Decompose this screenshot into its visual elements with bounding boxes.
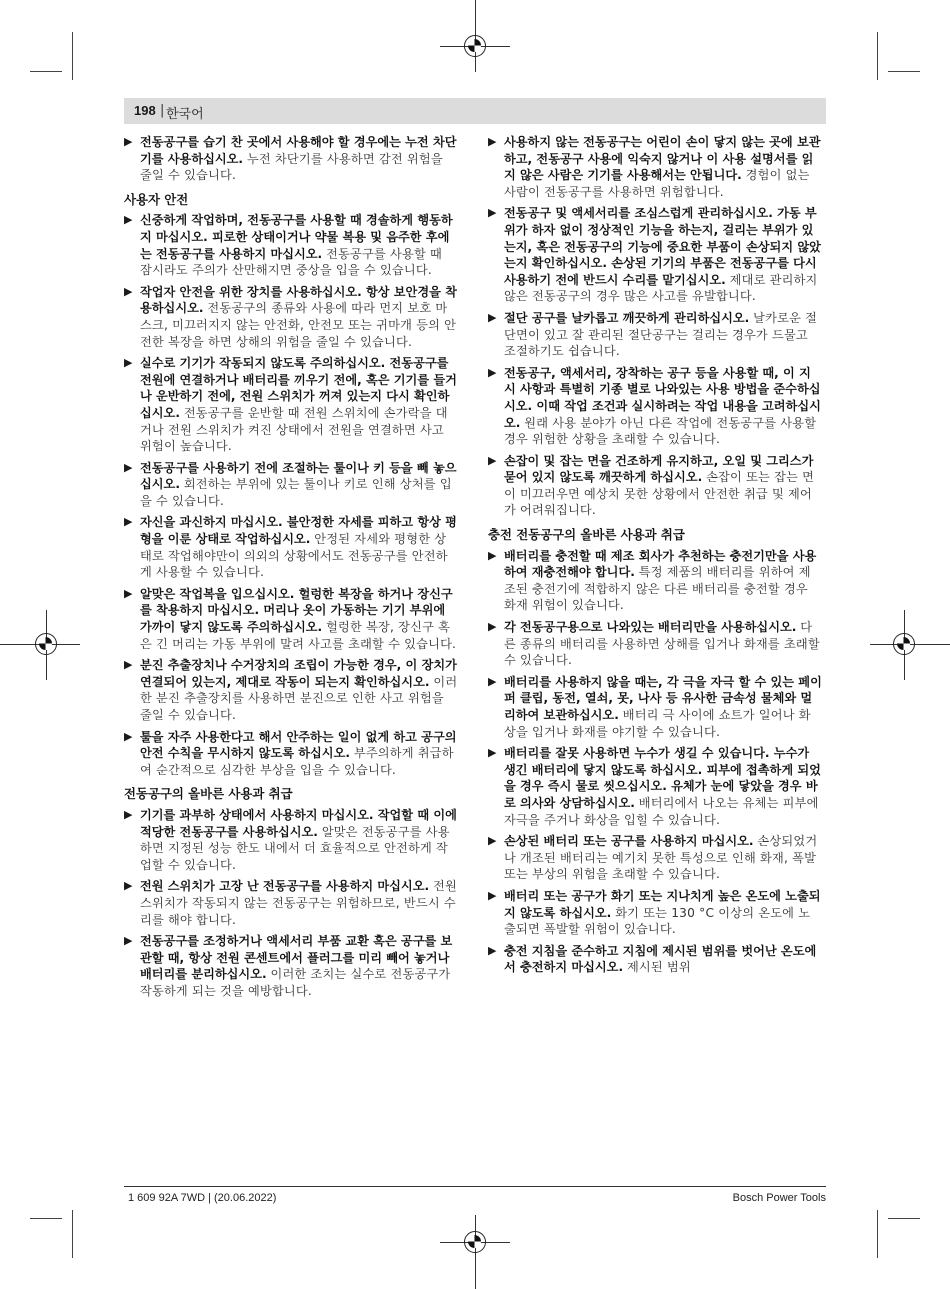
instruction-description-text: 전동공구의 종류와 사용에 따라 먼지 보호 마스크, 미끄러지지 않는 안전화, 안전모 또는 귀마개 등의 안전한 복장을 하면 상해의 위험을 줄일 수 있습니다. bbox=[140, 301, 457, 349]
instruction-bold-text: 배터리를 충전할 때 제조 회사가 추천하는 충전기만을 사용하여 재충전해야 합니다. bbox=[504, 548, 817, 580]
instruction-bold-text: 실수로 기기가 작동되지 않도록 주의하십시오. 전동공구를 전원에 연결하거나 배터리를 끼우기 전에, 혹은 기기를 들거나 운반하기 전에, 전원 스위치가 꺼져 있는지 다시 확인하십시오. bbox=[140, 356, 457, 420]
instruction-bold-text: 배터리 또는 공구가 화기 또는 지나치게 높은 온도에 노출되지 않도록 하십시오. bbox=[504, 888, 821, 920]
safety-instruction-item bbox=[488, 674, 822, 740]
safety-instruction-item bbox=[124, 729, 458, 779]
instruction-bold-text: 툴을 자주 사용한다고 해서 안주하는 일이 없게 하고 공구의 안전 수칙을 무시하지 않도록 하십시오. bbox=[140, 729, 457, 761]
instruction-bold-text: 전동공구 및 액세서리를 조심스럽게 관리하십시오. 가동 부위가 하자 없이 정상적인 기능을 하는지, 걸리는 부위가 있는지, 혹은 전동공구의 기능에 중요한 부품이 손상되지 않았는지 확인하십시오. 손상된 기기의 부품은 전동공구를 다시 사용하기 전에 반드시 수리를 맡기십시오. bbox=[504, 206, 821, 287]
instruction-bold-text: 절단 공구를 날카롭고 깨끗하게 관리하십시오. bbox=[504, 310, 750, 325]
safety-instruction-item bbox=[488, 833, 822, 883]
bullet-arrow-icon: ▶ bbox=[124, 934, 133, 948]
instruction-bold-text: 전동공구를 습기 찬 곳에서 사용해야 할 경우에는 누전 차단기를 사용하십시오. bbox=[140, 135, 457, 166]
instruction-description-text: 배터리 극 사이에 쇼트가 일어나 화상을 입거나 화재를 야기할 수 있습니다. bbox=[504, 708, 811, 739]
header-language: 한국어 bbox=[166, 107, 204, 122]
crop-mark-bottom-left-v bbox=[72, 1210, 73, 1258]
instruction-description-text: 전동공구를 사용할 때 잠시라도 주의가 산만해지면 중상을 입을 수 있습니다. bbox=[140, 246, 442, 278]
instruction-description-text: 경험이 없는 사람이 전동공구를 사용하면 위험합니다. bbox=[504, 168, 810, 199]
bullet-arrow-icon: ▶ bbox=[488, 834, 497, 848]
bullet-arrow-icon: ▶ bbox=[488, 888, 497, 902]
safety-instruction-item bbox=[124, 933, 458, 999]
instruction-bold-text: 배터리를 사용하지 않을 때는, 각 극을 자극 할 수 있는 페이퍼 클립, 동전, 열쇠, 못, 나사 등 유사한 금속성 물체와 멀리하여 보관하십시오. bbox=[504, 674, 822, 722]
safety-instruction-item bbox=[488, 453, 822, 519]
safety-instruction-item bbox=[124, 355, 458, 455]
instruction-description-text: 제시된 범위 bbox=[626, 960, 691, 975]
instruction-description-text: 원래 사용 분야가 아닌 다른 작업에 전동공구를 사용할 경우 위험한 상황을 초래할 수 있습니다. bbox=[504, 415, 817, 447]
safety-instruction-item bbox=[488, 943, 822, 976]
bullet-arrow-icon: ▶ bbox=[124, 284, 133, 298]
right-column bbox=[488, 134, 822, 981]
bullet-arrow-icon: ▶ bbox=[124, 135, 133, 148]
crop-mark-top-left-h bbox=[30, 71, 62, 72]
instruction-description-text: 다른 종류의 배터리를 사용하면 상해를 입거나 화재를 초래할 수 있습니다. bbox=[504, 620, 820, 668]
instruction-bold-text: 전원 스위치가 고장 난 전동공구를 사용하지 마십시오. bbox=[140, 879, 430, 894]
instruction-bold-text: 전동공구를 사용하기 전에 조절하는 툴이나 키 등을 빼 놓으십시오. bbox=[140, 460, 457, 492]
instruction-description-text: 화기 또는 130 °C 이상의 온도에 노출되면 폭발할 위험이 있습니다. bbox=[504, 905, 811, 937]
safety-instruction-item bbox=[488, 310, 822, 360]
safety-instruction-item bbox=[488, 888, 822, 938]
instruction-bold-text: 신중하게 작업하며, 전동공구를 사용할 때 경솔하게 행동하지 마십시오. 피로한 상태이거나 약물 복용 및 음주한 후에는 전동공구를 사용하지 마십시오. bbox=[140, 213, 453, 261]
bullet-arrow-icon: ▶ bbox=[488, 135, 497, 148]
bullet-arrow-icon: ▶ bbox=[124, 879, 133, 893]
bullet-arrow-icon: ▶ bbox=[124, 213, 133, 227]
bullet-arrow-icon: ▶ bbox=[488, 206, 497, 220]
instruction-description-text: 부주의하게 취급하여 순간적으로 심각한 부상을 입을 수 있습니다. bbox=[140, 746, 454, 777]
instruction-description-text: 손잡이 또는 잡는 면이 미끄러우면 예상치 못한 상황에서 안전한 취급 및 제어가 어려워집니다. bbox=[504, 470, 815, 518]
instruction-description-text: 특정 제품의 배터리를 위하여 제조된 충전기에 적합하지 않은 다른 배터리를 충전할 경우 화재 위험이 있습니다. bbox=[504, 565, 811, 613]
crop-mark-bottom-right-v bbox=[877, 1210, 878, 1258]
instruction-description-text: 회전하는 부위에 있는 툴이나 키로 인해 상처를 입을 수 있습니다. bbox=[140, 477, 452, 508]
registration-target-bottom-icon bbox=[464, 1231, 486, 1253]
instruction-bold-text: 전동공구를 조정하거나 액세서리 부품 교환 혹은 공구를 보관할 때, 항상 전원 콘센트에서 플러그를 미리 빼어 놓거나 배터리를 분리하십시오. bbox=[140, 934, 453, 982]
instruction-description-text: 전원 스위치가 작동되지 않는 전동공구는 위험하므로, 반드시 수리를 해야 합니다. bbox=[140, 879, 457, 927]
instruction-description-text: 누전 차단기를 사용하면 감전 위험을 줄일 수 있습니다. bbox=[140, 151, 443, 183]
bullet-arrow-icon: ▶ bbox=[124, 729, 133, 743]
bullet-arrow-icon: ▶ bbox=[124, 515, 133, 529]
bullet-arrow-icon: ▶ bbox=[488, 943, 497, 957]
safety-instruction-item bbox=[488, 205, 822, 305]
safety-instruction-item bbox=[124, 134, 458, 184]
crop-mark-top-right-v bbox=[877, 32, 878, 80]
bullet-arrow-icon: ▶ bbox=[488, 548, 497, 562]
instruction-description-text: 헐렁한 복장, 장신구 혹은 긴 머리는 가동 부위에 말려 사고를 초래할 수 있습니다. bbox=[140, 620, 457, 651]
instruction-bold-text: 충전 지침을 준수하고 지침에 제시된 범위를 벗어난 온도에서 충전하지 마십시오. bbox=[504, 943, 817, 975]
header-separator: | bbox=[160, 103, 165, 118]
safety-instruction-item bbox=[124, 212, 458, 278]
instruction-description-text: 날카로운 절단면이 있고 잘 관리된 절단공구는 걸리는 경우가 드물고 조절하기도 쉽습니다. bbox=[504, 310, 818, 359]
footer-divider bbox=[124, 1186, 826, 1187]
instruction-description-text: 전동공구를 운반할 때 전원 스위치에 손가락을 대거나 전원 스위치가 켜진 상태에서 전원을 연결하면 사고 위험이 높습니다. bbox=[140, 405, 448, 454]
bullet-arrow-icon: ▶ bbox=[488, 453, 497, 467]
crop-mark-bottom-right-h bbox=[888, 1218, 920, 1219]
instruction-bold-text: 기기를 과부하 상태에서 사용하지 마십시오. 작업할 때 이에 적당한 전동공구를 사용하십시오. bbox=[140, 807, 457, 839]
safety-instruction-item bbox=[124, 586, 458, 652]
page-number: 198 bbox=[134, 103, 156, 118]
bullet-arrow-icon: ▶ bbox=[488, 746, 497, 760]
instruction-bold-text: 전동공구, 액세서리, 장착하는 공구 등을 사용할 때, 이 지시 사항과 특별히 기종 별로 나와있는 사용 방법을 준수하십시오. 이때 작업 조건과 실시하려는 작업 내용을 고려하십시오. bbox=[504, 365, 821, 430]
crop-mark-bottom-left-h bbox=[30, 1218, 62, 1219]
footer-document-id: 1 609 92A 7WD | (20.06.2022) bbox=[128, 1192, 277, 1204]
bullet-arrow-icon: ▶ bbox=[488, 674, 497, 688]
safety-instruction-item bbox=[488, 365, 822, 448]
bullet-arrow-icon: ▶ bbox=[488, 310, 497, 324]
instruction-description-text: 이러한 분진 추출장치를 사용하면 분진으로 인한 사고 위험을 줄일 수 있습니다. bbox=[140, 674, 458, 722]
instruction-bold-text: 배터리를 잘못 사용하면 누수가 생길 수 있습니다. 누수가 생긴 배터리에 닿지 않도록 하십시오. 피부에 접촉하게 되었을 경우 즉시 물로 씻으십시오. 유체가 눈에 닿았을 경우 바로 의사와 상담하십시오. bbox=[504, 746, 821, 810]
bullet-arrow-icon: ▶ bbox=[124, 356, 133, 370]
instruction-bold-text: 작업자 안전을 위한 장치를 사용하십시오. 항상 보안경을 착용하십시오. bbox=[140, 284, 457, 316]
safety-instruction-item bbox=[124, 514, 458, 580]
header-bar bbox=[124, 98, 826, 124]
safety-instruction-item bbox=[488, 619, 822, 669]
instruction-bold-text: 각 전동공구용으로 나와있는 배터리만을 사용하십시오. bbox=[504, 620, 797, 635]
registration-target-right-icon bbox=[893, 633, 915, 655]
instruction-description-text: 배터리에서 나오는 유체는 피부에 자극을 주거나 화상을 입힐 수 있습니다. bbox=[504, 795, 819, 827]
section-heading: 충전 전동공구의 올바른 사용과 취급 bbox=[488, 527, 685, 543]
instruction-bold-text: 손잡이 및 잡는 면을 건조하게 유지하고, 오일 및 그리스가 묻어 있지 않도록 깨끗하게 하십시오. bbox=[504, 453, 814, 485]
safety-instruction-item bbox=[124, 460, 458, 510]
instruction-bold-text: 사용하지 않는 전동공구는 어린이 손이 닿지 않는 곳에 보관하고, 전동공구 사용에 익숙지 않거나 이 사용 설명서를 읽지 않은 사람은 기기를 사용해서는 안됩니다. bbox=[504, 135, 821, 183]
safety-instruction-item bbox=[124, 657, 458, 723]
instruction-bold-text: 손상된 배터리 또는 공구를 사용하지 마십시오. bbox=[504, 834, 754, 849]
instruction-bold-text: 분진 추출장치나 수거장치의 조립이 가능한 경우, 이 장치가 연결되어 있는지, 제대로 작동이 되는지 확인하십시오. bbox=[140, 658, 457, 689]
instruction-description-text: 이러한 조치는 실수로 전동공구가 작동하게 되는 것을 예방합니다. bbox=[140, 967, 451, 998]
bullet-arrow-icon: ▶ bbox=[124, 658, 133, 672]
instruction-bold-text: 알맞은 작업복을 입으십시오. 헐렁한 복장을 하거나 장신구를 착용하지 마십시오. 머리나 옷이 가동하는 기기 부위에 가까이 닿지 않도록 주의하십시오. bbox=[140, 586, 453, 635]
instruction-description-text: 알맞은 전동공구를 사용하면 지정된 성능 한도 내에서 더 효율적으로 안전하게 작업할 수 있습니다. bbox=[140, 824, 450, 872]
registration-target-left-icon bbox=[35, 633, 57, 655]
bullet-arrow-icon: ▶ bbox=[124, 586, 133, 600]
bullet-arrow-icon: ▶ bbox=[488, 620, 497, 634]
safety-instruction-item bbox=[488, 745, 822, 828]
section-heading: 전동공구의 올바른 사용과 취급 bbox=[124, 786, 293, 802]
safety-instruction-item bbox=[124, 807, 458, 873]
safety-instruction-item bbox=[124, 878, 458, 928]
safety-instruction-item bbox=[488, 548, 822, 614]
instruction-description-text: 안정된 자세와 평형한 상태로 작업해야만이 의외의 상황에서도 전동공구를 안전하게 사용할 수 있습니다. bbox=[140, 532, 448, 580]
crop-mark-top-left-v bbox=[72, 32, 73, 80]
crop-mark-top-right-h bbox=[888, 71, 920, 72]
bullet-arrow-icon: ▶ bbox=[488, 365, 497, 379]
registration-target-top-icon bbox=[464, 35, 486, 57]
safety-instruction-item bbox=[488, 134, 822, 200]
left-column bbox=[124, 134, 458, 1005]
footer-brand: Bosch Power Tools bbox=[732, 1192, 826, 1204]
instruction-description-text: 손상되었거나 개조된 배터리는 예기치 못한 특성으로 인해 화재, 폭발 또는 부상의 위험을 초래할 수 있습니다. bbox=[504, 834, 818, 882]
safety-instruction-item bbox=[124, 284, 458, 350]
bullet-arrow-icon: ▶ bbox=[124, 460, 133, 474]
bullet-arrow-icon: ▶ bbox=[124, 807, 133, 821]
section-heading: 사용자 안전 bbox=[124, 191, 189, 207]
instruction-bold-text: 자신을 과신하지 마십시오. 불안정한 자세를 피하고 항상 평형을 이룬 상태로 작업하십시오. bbox=[140, 515, 457, 547]
instruction-description-text: 제대로 관리하지 않은 전동공구의 경우 많은 사고를 유발합니다. bbox=[504, 272, 818, 304]
